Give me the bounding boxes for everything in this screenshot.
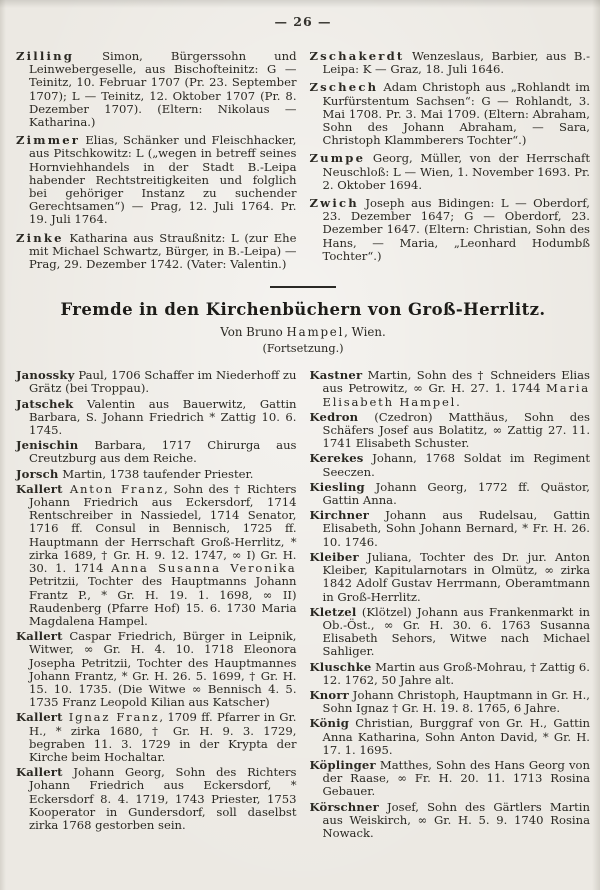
entry-lead-name: Kletzel [309, 604, 357, 619]
entry [310, 369, 591, 409]
entry-text: Matthes, Sohn des Hans Georg von der Raase, ∞ Fr. H. 20. 11. 1713 Rosina Gebauer. [322, 757, 590, 799]
entry-text: Martin, Sohn des † Schneiders Elias aus Petrowitz, ∞ Gr. H. 27. 1. 1744 [322, 368, 590, 396]
entry-text: Martin aus Groß-Mohrau, † Zattig 6. 12. 1762, 50 Jahre alt. [322, 659, 590, 687]
entry-text: (Czedron) Matthäus, Sohn des Schäfers Josef aus Bolatitz, ∞ Zattig 27. 11. 1741 Elisabeth Schuster. [322, 409, 590, 451]
byline-prefix: Von Bruno [220, 325, 287, 340]
entry-lead-name: Körschner [309, 799, 379, 814]
entry-text: Johann Georg, Sohn des Richters Johann Friedrich aus Eckersdorf, * Eckersdorf 8. 4. 1719, 1743 Priester, 1753 Kooperator in Gundersdorf, soll daselbst zirka 1768 gestorben sein. [29, 765, 297, 832]
entry-lead-name: Kirchner [309, 508, 370, 523]
entry-spaced-name: Ignaz Franz [62, 710, 160, 725]
entry-text: . [456, 394, 460, 409]
entry [310, 759, 591, 799]
entry [310, 661, 591, 687]
entry [16, 468, 297, 481]
entry-lead-name: Kallert [16, 765, 63, 780]
entry-text: Elias, Schänker und Fleischhacker, aus Pitschkowitz: L („wegen in betreff seines Hornviehhandels in der Stadt B.-Leipa habender Rechtstreitigkeiten und folglich bei gehöriger Instanz zu suchender Gerechtsamen“) — Prag, 12. Juli 1764. Pr. 19. Juli 1764. [29, 133, 297, 227]
entry-spaced-name: Anna Susanna Veronika [111, 561, 297, 576]
entry [310, 481, 591, 507]
entry-text: Petritzii, Tochter des Hauptmanns Johann Frantz P., * Gr. H. 19. 1. 1698, ∞ II) Raudenberg (Pfarre Hof) 15. 6. 1730 Maria Magdalena Hampel. [29, 574, 297, 628]
continuation-note: (Fortsetzung.) [262, 342, 344, 356]
entry [310, 717, 591, 757]
entry-text: Katharina aus Straußnitz: L (zur Ehe mit Michael Schwartz, Bürger, in B.-Leipa) — Prag, 29. Dezember 1742. (Vater: Valentin.) [29, 230, 297, 272]
entry-text: Wenzeslaus, Barbier, aus B.-Leipa: K — Graz, 18. Juli 1646. [322, 49, 590, 77]
entry-lead-name: Kastner [309, 368, 363, 383]
entry-text: Martin, 1738 taufender Priester. [58, 466, 254, 481]
entry [16, 232, 297, 272]
entry-text: Caspar Friedrich, Bürger in Leipnik, Witwer, ∞ Gr. H. 4. 10. 1718 Eleonora Josepha Petritzii, Tochter des Hauptmannes Johann Frantz, * Gr. H. 26. 5. 1699, † Gr. H. 15. 10. 1735. (Die Witwe ∞ Bennisch 4. 5. 1735 Franz Leopold Kilian aus Katscher) [29, 629, 297, 710]
entry-lead-name: Jatschek [16, 396, 74, 411]
entry-lead-name: Kerekes [309, 451, 364, 466]
entry [16, 766, 297, 832]
entry [16, 134, 297, 226]
article-byline [16, 325, 590, 339]
entry-text: Simon, Bürgerssohn und Leinwebergeselle, aus Bischofteinitz: G — Teinitz, 10. Februar 1707 (Pr. 23. September 1707); L — Teinitz, 12. Oktober 1707 (Pr. 8. Dezember 1707). (Eltern: Nikolaus — Katharina.) [29, 49, 297, 130]
page-number: — 26 — [274, 14, 332, 29]
entry-lead-name: König [309, 716, 349, 731]
entry-text: Georg, Müller, von der Herrschaft Neuschloß: L — Wien, 1. November 1693. Pr. 2. Oktober 1694. [322, 151, 590, 192]
entry-text: Paul, 1706 Schaffer im Niederhoff zu Grätz (bei Troppau). [29, 368, 297, 396]
entry-lead-name: Kleiber [309, 549, 359, 564]
entry-lead-name: Zwich [309, 196, 359, 211]
entry-lead-name: Zumpe [309, 151, 366, 166]
entry-lead-name: Köplinger [309, 757, 376, 772]
entry [16, 630, 297, 709]
entry [310, 689, 591, 715]
entry [310, 606, 591, 659]
entry-text: Johann Georg, 1772 ff. Quästor, Gattin Anna. [322, 479, 590, 508]
entry-lead-name: Zilling [16, 49, 75, 63]
entry-lead-name: Kiesling [309, 479, 365, 494]
entry [310, 81, 591, 147]
top-left-column [16, 50, 297, 276]
entry-lead-name: Jorsch [16, 466, 59, 481]
entry [16, 50, 297, 129]
entry-lead-name: Zschakerdt [309, 49, 405, 63]
entry-spaced-name: Anton Franz [62, 481, 165, 496]
entry-text: , 1709 ff. Pfarrer in Gr. H., * zirka 1680, † Gr. H. 9. 3. 1729, begraben 11. 3. 1729 in der Krypta der Kirche beim Hochaltar. [29, 710, 297, 764]
entry-text: Johann aus Rudelsau, Gattin Elisabeth, Sohn Johann Bernard, * Fr. H. 26. 10. 1746. [322, 508, 590, 549]
section-divider-rule [270, 286, 336, 288]
entry-lead-name: Jenischin [16, 438, 79, 453]
entry [310, 197, 591, 263]
entry-text: Barbara, 1717 Chirurga aus Creutzburg aus dem Reiche. [29, 438, 297, 466]
entry-lead-name: Knorr [309, 687, 349, 702]
top-right-column [310, 50, 591, 276]
entry [310, 509, 591, 549]
entry-lead-name: Zimmer [16, 133, 81, 148]
entry-text: (Klötzel) Johann aus Frankenmarkt in Ob.-Öst., ∞ Gr. H. 30. 6. 1763 Susanna Elisabeth Sehors, Witwe nach Michael Sahliger. [322, 604, 590, 659]
main-section [16, 369, 590, 842]
entry [16, 369, 297, 395]
entry-text: Christian, Burggraf von Gr. H., Gattin Anna Katharina, Sohn Anton David, * Gr. H. 17. 1. 1695. [322, 716, 590, 757]
entry-lead-name: Kallert [16, 629, 63, 644]
top-section [16, 50, 590, 276]
entry-lead-name: Kallert [16, 481, 63, 496]
entry-text: Valentin aus Bauerwitz, Gattin Barbara, S. Johann Friedrich * Zattig 10. 6. 1745. [29, 396, 297, 438]
entry-text: Johann, 1768 Soldat im Regiment Seeczen. [322, 451, 590, 479]
entry [310, 411, 591, 451]
entry-text: Joseph aus Bidingen: L — Oberdorf, 23. Dezember 1647; G — Oberdorf, 23. Dezember 1647. (Eltern: Christian, Sohn des Hans, — Maria, „Leonhard Hodumbß Tochter“.) [322, 196, 590, 263]
entry [310, 551, 591, 604]
entry-text: Adam Christoph aus „Rohlandt im Kurfürstentum Sachsen“: G — Rohlandt, 3. Mai 1708. Pr. 3. Mai 1709. (Eltern: Abraham, Sohn des Johann Abraham, — Sara, Christoph Klammberers Tochter“.) [322, 80, 590, 148]
entry [310, 452, 591, 478]
entry-text: Johann Christoph, Hauptmann in Gr. H., Sohn Ignaz † Gr. H. 19. 8. 1765, 6 Jahre. [322, 687, 590, 716]
entry [16, 483, 297, 628]
entry [16, 711, 297, 764]
entry [16, 439, 297, 465]
entry-text: , Sohn des † Richters Johann Friedrich aus Eckersdorf, 1714 Rentschreiber in Nassiedel, 1714 Senator, 1716 ff. Consul in Bennisch, 1725 ff. Hauptmann der Herrschaft Groß-Herrlitz, * zirka 1689, † Gr. H. 9. 12. 1747, ∞ I) Gr. H. 30. 1. 1714 [29, 481, 297, 576]
entry-lead-name: Janossky [16, 368, 75, 383]
entry [310, 801, 591, 841]
byline-author-name: Hampel [286, 325, 345, 340]
entry [310, 50, 591, 76]
entry-lead-name: Kluschke [309, 659, 372, 674]
entry-text: Josef, Sohn des Gärtlers Martin aus Weiskirch, ∞ Gr. H. 5. 9. 1740 Rosina Nowack. [322, 799, 590, 840]
main-left-column [16, 369, 297, 842]
entry-lead-name: Kallert [16, 710, 63, 725]
byline-suffix: , Wien. [344, 325, 386, 340]
entry-lead-name: Zschech [309, 80, 379, 95]
main-right-column [310, 369, 591, 842]
entry-lead-name: Zinke [16, 230, 64, 245]
article-title: Fremde in den Kirchenbüchern von Groß-Herrlitz. [60, 300, 546, 320]
entry-text: Juliana, Tochter des Dr. jur. Anton Kleiber, Kapitularnotars in Olmütz, ∞ zirka 1842 Adolf Gustav Herrmann, Oberamtmann in Groß-Herrlitz. [322, 549, 590, 604]
entry-spaced-name: Maria Elisabeth Hampel [322, 381, 590, 409]
entry [16, 398, 297, 438]
entry [310, 152, 591, 192]
entry-lead-name: Kedron [309, 409, 359, 424]
